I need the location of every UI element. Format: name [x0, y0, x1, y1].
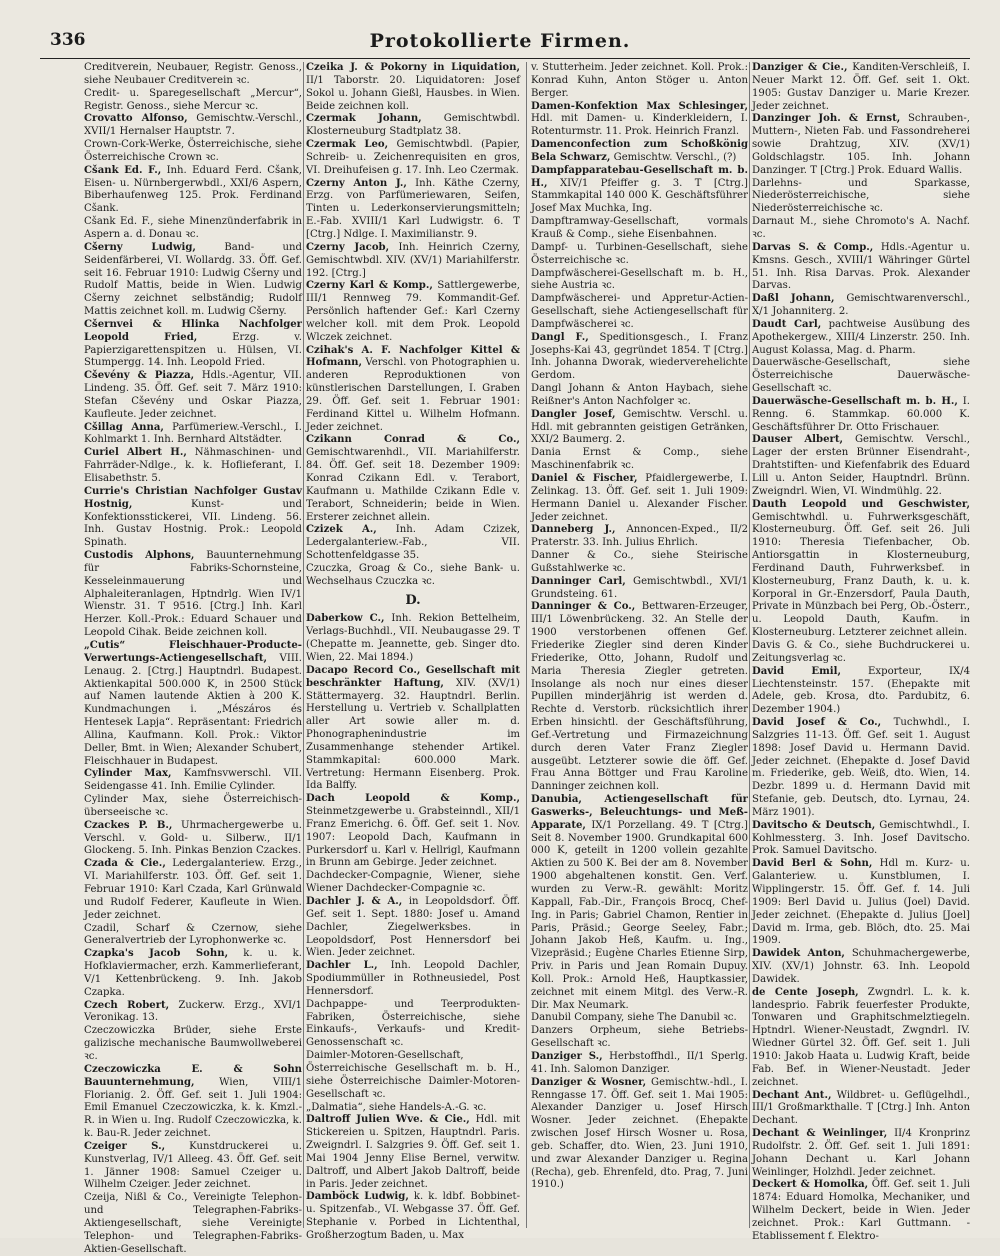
firm-entry	[531, 332, 748, 383]
firm-details: Cylinder Max, siehe Österreichisch-überseeische ꝛc.	[84, 794, 302, 818]
firm-entry	[531, 794, 748, 1012]
firm-details: Creditverein, Neubauer, Registr. Genoss., siehe Neubauer Creditverein ꝛc.	[84, 62, 302, 86]
firm-entry	[306, 242, 520, 281]
firm-details: Inh. Leopold Dachler, Spodiummüller in Rothneusiedel, Post Hennersdorf.	[306, 960, 520, 997]
firm-entry	[531, 550, 748, 576]
firm-entry	[752, 640, 970, 666]
firm-name: Dechant & Weinlinger,	[752, 1128, 888, 1140]
firm-name: Davitscho & Deutsch,	[752, 819, 876, 831]
firm-details: Hdls.-Agentur u. Kmsns. Gesch., XVIII/1 Währinger Gürtel 51. Inh. Risa Darvas. Prok. Alexander Darvas.	[752, 241, 970, 292]
firm-name: Danzinger Joh. & Ernst,	[752, 113, 901, 125]
firm-details: Gemischtw. Verschl., (?)	[610, 151, 737, 163]
firm-name: Czermak Leo,	[306, 139, 389, 151]
firm-details: Ledergalanteriew. Erzg., VI. Mariahilferstr. 103. Öff. Gef. seit 1. Februar 1910: Karl Czada, Karl Grünwald und Rudolf Federer, Kaufleute in Wien. Jeder zeichnet.	[84, 858, 302, 921]
firm-details: Gemischtw.-Verschl., XVII/1 Hernalser Hauptstr. 7.	[84, 113, 302, 138]
firm-name: Czeczowiczka E. & Sohn Bauunternehmung,	[84, 1063, 302, 1088]
firm-details: Crown-Cork-Werke, Österreichische, siehe Österreichische Crown ꝛc.	[84, 139, 302, 163]
firm-details: Annoncen-Exped., II/2 Praterstr. 33. Inh. Julius Ehrlich.	[531, 524, 748, 549]
firm-details: Inh. Rekion Bettelheim, Verlags-Buchhdl., VII. Neubaugasse 29. T (Chepatte m. Jeannette, geb. Singer dto. Wien, 22. Mai 1894.)	[306, 613, 521, 663]
firm-entry	[306, 999, 520, 1050]
firm-details: Gemischtwbdl. (Papier, Schreib- u. Zeichenrequisiten en gros, VI. Dreihufeisen g. 17. Inh. Leo Czermak.	[306, 139, 520, 176]
firm-name: David Emil,	[752, 665, 841, 677]
firm-entry	[531, 139, 748, 165]
firm-entry	[752, 434, 970, 498]
firm-entry	[752, 319, 970, 358]
firm-name: Daniel & Fischer,	[531, 473, 638, 484]
firm-details: Speditionsgesch., I. Franz Josephs-Kai 43, gegründet 1854. T [Ctrg.] Inh. Johanna Dworak, wiederverehelichte Gerdom.	[531, 331, 748, 382]
firm-name: Cšerny Ludwig,	[84, 241, 196, 253]
firm-entry	[306, 960, 520, 999]
firm-name: Czeika J. & Pokorny in Liquidation,	[306, 62, 520, 73]
firm-details: Kunst- und Konfektionsstickerei, VII. Lindeng. 56. Inh. Gustav Hostnig. Prok.: Leopold Spinath.	[84, 498, 302, 549]
firm-details: Cšank Ed. F., siehe Minenzünderfabrik in Aspern a. d. Donau ꝛc.	[84, 216, 302, 240]
firm-entry	[84, 768, 302, 794]
firm-entry	[84, 1141, 302, 1192]
firm-details: Tuchwhdl., I. Salzgries 11-13. Öff. Gef. seit 1. August 1898: Josef David u. Hermann David. Jeder zeichnet. (Ehepakte d. Josef David m. Friederike, geb. Weiß, dto. Wien, 14. Dezbr. 1899 u. d. Hermann David mit Stefanie, geb. Deutsch, dto. Lyrnau, 24. März 1901).	[752, 717, 971, 818]
firm-name: Crovatto Alfonso,	[84, 113, 188, 125]
firm-details: Gemischtwhdl. u. Fuhrwerksgeschäft, Klosterneuburg. Öff. Gef. seit 26. Juli 1910: Theresia Tiefenbacher, Ob. Antiorsgattin in Klosterneuburg, Ferdinand Dauth, Fuhrwerksbef. in Klosterneuburg, Franz Dauth, k. u. k. Korporal in Gr.-Enzersdorf, Paula Dauth, Private in Münzbach bei Perg, Ob.-Österr., u. Leopold Dauth, Kaufm. in Klosterneuburg. Letzterer zeichnet allein.	[752, 511, 970, 639]
firm-details: Gemischtwhdl., I. Kohlmessterg. 3. Inh. Josef Davitscho. Prok. Samuel Davitscho.	[752, 819, 970, 857]
firm-name: Daudt Carl,	[752, 318, 822, 330]
firm-name: Dauser Albert,	[752, 434, 843, 446]
firm-entry	[84, 948, 302, 999]
firm-details: Gemischtw. Verschl., Lager der ersten Brünner Eisendraht-, Drahtstiften- und Kiefenfabrik des Eduard Lill u. Anton Seider, Hauptndrl. Brünn. Zweigndrl. Wien, VI. Windmühlg. 22.	[752, 434, 970, 497]
firm-entry	[84, 486, 302, 550]
firm-details: Nähmaschinen- und Fahrräder-Ndlge., k. k. Hoflieferant, I. Elisabethstr. 5.	[84, 447, 302, 484]
firm-details: Dampfwäscherei- und Appretur-Actien-Gesellschaft, siehe Actiengesellschaft für Dampfwäscherei ꝛc.	[531, 293, 748, 330]
column-3	[531, 62, 748, 1230]
firm-name: Danubia, Actiengesellschaft für Gaswerks-, Beleuchtungs- und Meß-Apparate,	[531, 794, 748, 831]
firm-details: Inh. Eduard Ferd. Cšank, Eisen- u. Nürnbergerwbdl., XXI/6 Aspern, Biberhaufenweg 125. Prok. Ferdinand Cšank.	[84, 164, 302, 215]
firm-entry	[752, 1179, 970, 1243]
firm-name: Cšernvei & Hlinka Nachfolger Leopold Fried,	[84, 318, 302, 343]
firm-name: Dauth Leopold und Geschwister,	[752, 498, 970, 510]
firm-name: Danziger & Cie.,	[752, 62, 848, 73]
firm-entry	[531, 242, 748, 268]
firm-entry	[84, 319, 302, 370]
firm-details: Daimler-Motoren-Gesellschaft, Österreichische Gesellschaft m. b. H., siehe Österreichische Daimler-Motoren-Gesellschaft ꝛc.	[306, 1050, 520, 1100]
firm-name: David Berl & Sohn,	[752, 858, 873, 870]
firm-name: Czerny Karl & Komp.,	[306, 280, 433, 292]
firm-details: Kanditen-Verschleiß, I. Neuer Markt 12. Öff. Gef. seit 1. Okt. 1905: Gustav Danziger u. Marie Krezer. Jeder zeichnet.	[752, 62, 970, 112]
column-divider	[526, 62, 527, 1228]
firm-entry	[84, 640, 302, 768]
firm-details: Verschl. von Photographien u. anderen Reproduktionen von künstlerischen Darstellungen, I. Graben 29. Öff. Gef. seit 1. Februar 1901: Ferdinand Kittel u. Wilhelm Hofmann. Jeder zeichnet.	[306, 357, 520, 433]
firm-entry	[752, 242, 970, 293]
firm-entry	[306, 793, 520, 870]
firm-entry	[306, 896, 520, 960]
firm-entry	[84, 62, 302, 88]
firm-details: Gemischtwarenverschl., X/1 Johanniterg. 2.	[752, 293, 971, 318]
firm-name: de Cente Joseph,	[752, 986, 859, 998]
firm-entry	[752, 666, 970, 717]
firm-details: Dachpappe- und Teerprodukten-Fabriken, Österreichische, siehe Einkaufs-, Verkaufs- und Kredit-Genossenschaft ꝛc.	[306, 998, 520, 1049]
firm-details: Hdl m. Kurz- u. Galanteriew. u. Kunstblumen, I. Wipplingerstr. 15. Öff. Gef. f. 14. Juli 1909: Berl David u. Julius (Joel) David. Jeder zeichnet. (Ehepakte d. Julius [Joel] David m. Irma, geb. Blöch, dto. 25. Mai 1909.	[752, 858, 970, 947]
firm-entry	[306, 563, 520, 589]
firm-name: Currie's Christian Nachfolger Gustav Hostnig,	[84, 485, 302, 510]
firm-details: Dampfwäscherei-Gesellschaft m. b. H., siehe Austria ꝛc.	[531, 267, 748, 292]
firm-details: Dampftramway-Gesellschaft, vormals Krauß & Comp., siehe Eisenbahnen.	[531, 216, 748, 240]
firm-name: David Josef & Co.,	[752, 717, 882, 729]
firm-entry	[752, 357, 970, 396]
firm-details: Danzers Orpheum, siehe Betriebs-Gesellschaft ꝛc.	[531, 1025, 748, 1050]
firm-entry	[84, 794, 302, 820]
firm-details: Pfaidlergewerbe, I. Zelinkag. 13. Öff. Gef. seit 1. Juli 1909: Hermann Daniel u. Alexander Fischer. Jeder zeichnet.	[531, 473, 748, 523]
firm-entry	[306, 178, 520, 242]
firm-details: Gemischtwarenhdl., VII. Mariahilferstr. 84. Öff. Gef. seit 18. Dezember 1909: Konrad Czikann Edl. v. Terabort, Kaufmann u. Mathilde Czikann Edle v. Terabort, Schneiderin; beide in Wien. Ersterer zeichnet allein.	[306, 447, 520, 523]
firm-name: Daberkow C.,	[306, 613, 385, 625]
firm-entry	[84, 216, 302, 242]
firm-entry	[84, 923, 302, 949]
firm-entry	[84, 447, 302, 486]
firm-name: Curiel Albert H.,	[84, 447, 187, 459]
firm-entry	[306, 434, 520, 524]
firm-details: Herbstoffhdl., II/1 Sperlg. 41. Inh. Salomon Danziger.	[531, 1050, 748, 1075]
firm-details: II/1 Taborstr. 20. Liquidatoren: Josef Sokol u. Johann Gießl, Hausbes. in Wien. Beide zeichnen koll.	[306, 74, 520, 112]
firm-entry	[752, 113, 970, 177]
firm-name: Czech Robert,	[84, 999, 170, 1011]
firm-entry	[531, 268, 748, 294]
firm-name: Czizek A.,	[306, 524, 377, 536]
firm-entry	[84, 1064, 302, 1141]
firm-details: Hdl. mit Stickereien u. Spitzen, Hauptndrl. Paris. Zweigndrl. I. Salzgries 9. Öff. Gef. seit 1. Mai 1904 Jenny Elise Bernel, verwitw. Daltroff, und Albert Jakob Daltroff, beide in Paris. Jeder zeichnet.	[306, 1114, 520, 1190]
firm-entry	[306, 62, 520, 113]
firm-name: Czapka's Jacob Sohn,	[84, 948, 229, 960]
firm-details: Band- und Seidenfärberei, VI. Wollardg. 33. Öff. Gef. seit 16. Februar 1910: Ludwig Cšerny und Rudolf Mattis, beide in Wien. Ludwig Cšerny zeichnet selbständig; Rudolf Mattis zeichnet koll. m. Ludwig Cšerny.	[84, 241, 302, 318]
firm-entry	[531, 293, 748, 332]
firm-entry	[84, 242, 302, 319]
firm-name: Dangler Josef,	[531, 408, 616, 420]
firm-name: Darvas S. & Comp.,	[752, 241, 874, 253]
firm-name: Dampfapparatebau-Gesellschaft m. b. H.,	[531, 164, 748, 189]
firm-details: Wien, VIII/1 Florianig. 2. Öff. Gef. seit 1. Juli 1904: Emil Emanuel Czeczowiczka, k. k. Kmzl.-R. in Wien u. Ing. Rudolf Czeczowiczka, k. k. Bau-R. Jeder zeichnet.	[84, 1076, 302, 1140]
firm-details: Davis G. & Co., siehe Buchdruckerei u. Zeitungsverlag ꝛc.	[752, 639, 970, 664]
firm-details: Schrauben-, Muttern-, Nieten Fab. und Fassondreherei sowie Drahtzug, XIV. (XV/1) Goldschlagstr. 105. Inh. Johann Danzinger. T [Ctrg.] Prok. Eduard Wallis.	[752, 113, 970, 176]
section-letter: D.	[405, 592, 421, 608]
firm-name: Daltroff Julien Wve. & Cie.,	[306, 1114, 470, 1126]
firm-details: Wildbret- u. Geflügelhdl., III/1 Großmarkthalle. T [Ctrg.] Inh. Anton Dechant.	[752, 1089, 971, 1127]
firm-name: Czada & Cie.,	[84, 858, 166, 870]
firm-entry	[306, 613, 520, 664]
firm-entry	[752, 178, 970, 217]
firm-name: Danziger & Wosner,	[531, 1076, 647, 1088]
column-divider	[303, 62, 304, 1228]
firm-entry	[752, 820, 970, 859]
firm-entry	[531, 1051, 748, 1077]
firm-name: Dechant Ant.,	[752, 1089, 832, 1101]
firm-name: Damböck Ludwig,	[306, 1191, 409, 1203]
firm-entry	[84, 820, 302, 859]
firm-details: Erzg. v. Papierzigarettenspitzen u. Hülsen, VI. Stumpergg. 14. Inh. Leopold Fried.	[84, 331, 302, 369]
firm-entry	[306, 1114, 520, 1191]
firm-name: Czermak Johann,	[306, 113, 422, 125]
firm-details: k. u. k. Hofklaviermacher, erzh. Kammerlieferant, V/1 Kettenbrückeng. 9. Inh. Jakob Czapka.	[84, 948, 302, 998]
firm-entry	[531, 473, 748, 524]
firm-details: Dampf- u. Turbinen-Gesellschaft, siehe Österreichische ꝛc.	[531, 241, 748, 266]
firm-name: Cševény & Piazza,	[84, 370, 195, 382]
firm-details: Sattlergewerbe, III/1 Rennweg 79. Kommandit-Gef. Persönlich haftender Gef.: Karl Czerny welcher koll. mit dem Prok. Leopold Wlczek zeichnet.	[306, 280, 520, 343]
firm-name: Damen-Konfektion Max Schlesinger,	[531, 100, 748, 112]
firm-details: Zuckerw. Erzg., XVI/1 Veronikag. 13.	[84, 999, 302, 1024]
firm-entry	[531, 1025, 748, 1051]
firm-entry	[531, 62, 748, 101]
firm-name: Damenconfection zum Schoßkönig Bela Schwarz,	[531, 139, 748, 163]
firm-entry	[531, 576, 748, 602]
firm-entry	[531, 165, 748, 216]
firm-name: Dawidek Anton,	[752, 948, 845, 960]
firm-details: Bettwaren-Erzeuger, III/1 Löwenbrückeng. 32. An Stelle der 1900 verstorbenen offenen Gef. Friederike Ziegler sind deren Kinder Friederike, Otto, Johann, Rudolf und Maria Theresia Ziegler getreten. Insolange als noch nur eines dieser Pupillen minderjährig ist werden d. Rechte d. Verstorb. rücksichtlich ihrer Erben hinsichtl. der Geschäftsführung, Gef.-Vertretung und Firmazeichnung durch deren Vater Franz Ziegler ausgeübt. Letzterer sowie die öff. Gef. Frau Anna Böttger und Frau Karoline Danninger zeichnen koll.	[531, 601, 748, 793]
firm-name: Czerny Anton J.,	[306, 177, 407, 189]
firm-name: Czackes P. B.,	[84, 819, 173, 831]
firm-details: Gemischtw.-hdl., I. Renngasse 17. Öff. Gef. seit 1. Mai 1905: Alexander Danziger u. Josef Hirsch Wosner. Jeder zeichnet. (Ehepakte zwischen Josef Hirsch Wosner u. Rosa, geb. Schaffer, dto. Wien, 23. Juni 1910, und zwar Alexander Danziger u. Regina (Recha), geb. Ehrenfeld, dto. Prag, 7. Juni 1910.)	[531, 1076, 748, 1191]
firm-entry	[306, 524, 520, 563]
firm-details: I. Renng. 6. Stammkap. 60.000 K. Geschäftsführer Dr. Otto Frischauer.	[752, 395, 970, 433]
page-title: Protokollierte Firmen.	[369, 30, 631, 52]
firm-details: Kunstdruckerei u. Kunstverlag, IV/1 Alleeg. 43. Öff. Gef. seit 1. Jänner 1908: Samuel Czeiger u. Wilhelm Czeiger. Jeder zeichnet.	[84, 1140, 302, 1191]
firm-name: Danneberg J.,	[531, 524, 616, 536]
firm-entry	[752, 987, 970, 1090]
firm-details: IX/1 Porzellang. 49. T [Ctrg.] Seit 8. November 1900. Grundkapital 600 000 K, geteilt in 1200 vollein gezahlte Aktien zu 500 K. Bei der am 8. November 1900 abgehaltenen konstit. Gen. Verf. wurden zu Verw.-R. gewählt: Moritz Kappall, Fab.-Dir., François Brocq, Chef-Ing. in Paris; Gabriel Chamon, Rentier in Paris, Präsid.; George Seeley, Fabr.; Johann Jakob Heß, Kaufm. u. Ing., Vizepräsid.; Eugène Charles Etienne Sirp, Priv. in Paris und Jean Romain Dupuy. Koll. Prok.: Arnold Heß, Hauptkassier, zeichnet mit einem Mitgl. des Verw.-R. Dir. Max Neumark.	[531, 819, 748, 1011]
firm-name: Danziger S.,	[531, 1050, 603, 1062]
firm-details: Hdls.-Agentur, VII. Lindeng. 35. Öff. Gef. seit 7. März 1910: Stefan Cševény und Oskar Piazza, Kaufleute. Jeder zeichnet.	[84, 370, 302, 420]
firm-details: k. k. ldbf. Bobbinet- u. Spitzenfab., VI. Webgasse 37. Öff. Gef. Stephanie v. Porbed in Lichtenthal, Großherzogtum Baden, u. Max	[306, 1191, 520, 1241]
firm-entry	[531, 1012, 748, 1025]
firm-entry	[752, 62, 970, 113]
firm-name: Dachler L.,	[306, 960, 378, 972]
firm-details: Czuczka, Groag & Co., siehe Bank- u. Wechselhaus Czuczka ꝛc.	[306, 562, 520, 587]
firm-name: Czeiger S.,	[84, 1140, 166, 1152]
firm-details: Exporteur, IX/4 Liechtensteinstr. 157. (Ehepakte mit Adele, geb. Krosa, dto. Pardubitz, 6. Dezember 1904.)	[752, 665, 970, 716]
firm-entry	[306, 139, 520, 178]
firm-details: II/4 Kronprinz Rudolfstr. 2. Öff. Gef. seit 1. Juli 1891: Johann Dechant u. Karl Johann Weinlinger, Holzhdl. Jeder zeichnet.	[752, 1128, 970, 1178]
firm-name: Czikann Conrad & Co.,	[306, 434, 520, 446]
firm-entry	[306, 1102, 520, 1115]
firm-name: Czerny Jacob,	[306, 241, 390, 253]
firm-entry	[531, 601, 748, 794]
firm-details: Czadil, Scharf & Czernow, siehe Generalvertrieb der Lyrophonwerke ꝛc.	[84, 922, 302, 947]
firm-name: Dangl F.,	[531, 331, 589, 343]
firm-name: Daßl Johann,	[752, 293, 835, 305]
firm-entry	[531, 1077, 748, 1193]
firm-details: Dauerwäsche-Gesellschaft, siehe Österreichische Dauerwäsche-Gesellschaft ꝛc.	[752, 357, 970, 395]
firm-name: „Cutis“ Fleischhauer-Producte-Verwertungs-Actiengesellschaft,	[84, 639, 302, 664]
firm-details: Danubil Company, siehe The Danubil ꝛc.	[531, 1012, 737, 1024]
firm-details: v. Stutterheim. Jeder zeichnet. Koll. Prok.: Konrad Kuhn, Anton Stöger u. Anton Berger.	[531, 62, 748, 99]
firm-entry	[84, 113, 302, 139]
firm-details: XIV/1 Pfeiffer g. 3. T [Ctrg.] Stammkapital 140 000 K. Geschäftsführer Josef Max Muchka, Ing.	[531, 177, 748, 215]
firm-details: Czeczowiczka Brüder, siehe Erste galizische mechanische Baumwollweberei ꝛc.	[84, 1025, 302, 1062]
firm-entry	[306, 280, 520, 344]
firm-details: Öff. Gef. seit 1. Juli 1874: Eduard Homolka, Mechaniker, und Wilhelm Deckert, beide in Wien. Jeder zeichnet. Prok.: Karl Guttmann. -Etablissement f. Elektro-	[752, 1179, 970, 1242]
firm-details: Gemischtwbdl., XVI/1 Grundsteing. 61.	[531, 575, 748, 600]
firm-details: Gemischtwbdl. Klosterneuburg Stadtplatz 38.	[306, 113, 520, 138]
firm-details: Inh. Adam Czizek, Ledergalanteriew.-Fab., VII. Schottenfeldgasse 35.	[306, 524, 520, 562]
firm-details: Czeija, Nißl & Co., Vereinigte Telephon- und Telegraphen-Fabriks-Aktiengesellschaft, siehe Vereinigte Telephon- und Telegraphen-Fabriks-Aktien-Gesellschaft.	[84, 1192, 302, 1255]
column-divider	[749, 62, 750, 1228]
column-2	[306, 62, 521, 1241]
firm-details: Inh. Käthe Czerny, Erzg. von Parfümeriewaren, Seifen, Tinten u. Lederkonservierungsmitteln; E.-Fab. XVIII/1 Karl Ludwigstr. 6. T [Ctrg.] Ndlge. I. Maximilianstr. 9.	[306, 177, 520, 240]
firm-details: in Leopoldsdorf. Öff. Gef. seit 1. Sept. 1880: Josef u. Amand Dachler, Ziegelwerksbes. in Leopoldsdorf, Post Hennersdorf bei Wien. Jeder zeichnet.	[306, 896, 521, 959]
firm-name: Dauerwäsche-Gesellschaft m. b. H.,	[752, 395, 958, 407]
column-4	[752, 62, 971, 1242]
firm-entry	[531, 409, 748, 448]
firm-details: Kamfnsvwerschl. VII. Seidengasse 41. Inh. Emilie Cylinder.	[84, 768, 302, 793]
firm-entry	[306, 1191, 520, 1242]
firm-name: Custodis Alphons,	[84, 550, 195, 562]
firm-details: Bauunternehmung für Fabriks-Schornsteine, Kesseleinmauerung und Alphaleiteranlagen, Hptndrlg. Wien IV/1 Wienstr. 31. T 9516. [Ctrg.] Inh. Karl Herzer. Koll.-Prok.: Eduard Schauer und Leopold Cihak. Beide zeichnen koll.	[84, 550, 303, 639]
firm-details: Dania Ernst & Comp., siehe Maschinenfabrik ꝛc.	[531, 447, 748, 472]
firm-entry	[531, 101, 748, 140]
firm-details: Schuhmachergewerbe, XIV. (XV/1) Johnstr. 63. Inh. Leopold Dawidek.	[752, 948, 970, 985]
firm-details: „Dalmatia“, siehe Handels-A.-G. ꝛc.	[306, 1101, 487, 1113]
firm-name: Deckert & Homolka,	[752, 1179, 869, 1191]
firm-entry	[752, 499, 970, 640]
firm-entry	[531, 524, 748, 550]
firm-name: Danninger & Co.,	[531, 601, 636, 613]
firm-entry	[752, 858, 970, 948]
firm-entry	[84, 422, 302, 448]
firm-details: Darnaut M., siehe Chromoto's A. Nachf. ꝛc.	[752, 216, 970, 240]
firm-entry	[306, 1050, 520, 1101]
firm-entry	[752, 293, 970, 319]
firm-name: Cylinder Max,	[84, 768, 172, 780]
firm-entry	[752, 1090, 970, 1129]
firm-entry	[84, 550, 302, 640]
firm-entry	[84, 1192, 302, 1256]
firm-name: Danninger Carl,	[531, 575, 626, 587]
firm-entry	[84, 88, 302, 114]
firm-details: XIV. (XV/1) Stättermayerg. 32. Hauptndrl. Berlin. Herstellung u. Vertrieb v. Schallplatten aller Art sowie aller m. d. Phonographenindustrie im Zusammenhange stehender Artikel. Stammkapital: 600.000 Mark. Vertretung: Hermann Eisenberg. Prok. Ida Balffy.	[306, 677, 520, 792]
firm-entry	[84, 858, 302, 922]
firm-entry	[752, 1128, 970, 1179]
firm-details: Dangl Johann & Anton Haybach, siehe Reißner's Anton Nachfolger ꝛc.	[531, 383, 748, 407]
firm-details: Credit- u. Sparegesellschaft „Mercur“, Registr. Genoss., siehe Mercur ꝛc.	[84, 87, 302, 112]
firm-entry	[84, 165, 302, 216]
firm-entry	[752, 216, 970, 242]
column-1	[84, 62, 303, 1255]
firm-details: Hdl. mit Damen- u. Kinderkleidern, I. Rotenturmstr. 11. Prok. Heinrich Franzl.	[531, 113, 748, 138]
firm-details: Darlehns- und Sparkasse, Niederösterreichische, siehe Niederösterreichische ꝛc.	[752, 177, 970, 215]
firm-details: Uhrmachergewerbe u. Verschl. v. Gold- u. Silberw., II/1 Glockeng. 5. Inh. Pinkas Benzion Czackes.	[84, 819, 302, 857]
firm-details: pachtweise Ausübung des Apothekergew., XIII/4 Linzerstr. 250. Inh. August Kolassa, Mag. d. Pharm.	[752, 318, 970, 356]
firm-details: Zwgndrl. L. k. k. landesprio. Fabrik feuerfester Produkte, Tonwaren und Graphitschmelztiegeln. Hptndrl. Wiener-Neustadt, Zwgndrl. IV. Wiedner Gürtel 32. Öff. Gef. seit 1. Juli 1910: Jakob Haata u. Ludwig Kraft, beide Fab. Bef. in Wiener-Neustadt. Jeder zeichnet.	[752, 986, 970, 1088]
firm-name: Cšank Ed. F.,	[84, 164, 162, 176]
firm-details: Parfümeriew.-Verschl., I. Kohlmarkt 1. Inh. Bernhard Altstädter.	[84, 421, 302, 446]
firm-entry	[752, 717, 970, 820]
firm-entry	[752, 948, 970, 987]
firm-entry	[531, 447, 748, 473]
firm-name: Dachler J. & A.,	[306, 896, 403, 907]
firm-entry	[531, 383, 748, 409]
firm-name: Dach Leopold & Komp.,	[306, 793, 520, 805]
firm-entry	[84, 370, 302, 421]
firm-details: VIII. Lenaug. 2. [Ctrg.] Hauptndrl. Budapest. Aktienkapital 500.000 K, in 2500 Stück auf Namen lautende Aktien à 200 K. Kundmachungen i. „Mészáros és Hentesek Lapja“. Repräsentant: Friedrich Allina, Kaufmann. Koll. Prok.: Viktor Deller, Bmt. in Wien; Alexander Schubert, Fleischhauer in Budapest.	[84, 652, 302, 767]
firm-details: Danner & Co., siehe Steirische Gußstahlwerke ꝛc.	[531, 550, 748, 574]
firm-entry	[306, 665, 520, 793]
firm-details: Gemischtw. Verschl. u. Hdl. mit gebrannten geistigen Getränken, XXI/2 Baumerg. 2.	[531, 408, 748, 446]
firm-entry	[531, 216, 748, 242]
firm-entry	[84, 1025, 302, 1064]
firm-details: Steinmetzgewerbe u. Grabsteinndl., XII/1 Franz Emerichg. 6. Öff. Gef. seit 1. Nov. 1907: Leopold Dach, Kaufmann in Purkersdorf u. Karl v. Hellrigl, Kaufmann in Brunn am Gebirge. Jeder zeichnet.	[306, 806, 520, 869]
firm-entry	[306, 870, 520, 896]
firm-name: Czihak's A. F. Nachfolger Kittel & Hofmann,	[306, 344, 520, 369]
firm-entry	[306, 345, 520, 435]
firm-entry	[84, 1000, 302, 1026]
page-number: 336	[50, 30, 86, 50]
firm-details: Inh. Heinrich Czerny, Gemischtwbdl. XIV. (XV/1) Mariahilferstr. 192. [Ctrg.]	[306, 241, 520, 279]
firm-name: Dacapo Record Co., Gesellschaft mit beschränkter Haftung,	[306, 664, 520, 689]
firm-details: Dachdecker-Compagnie, Wiener, siehe Wiener Dachdecker-Compagnie ꝛc.	[306, 870, 520, 895]
firm-name: Cšillag Anna,	[84, 421, 164, 433]
firm-entry	[752, 396, 970, 435]
firm-entry	[306, 113, 520, 139]
firm-entry	[84, 139, 302, 165]
